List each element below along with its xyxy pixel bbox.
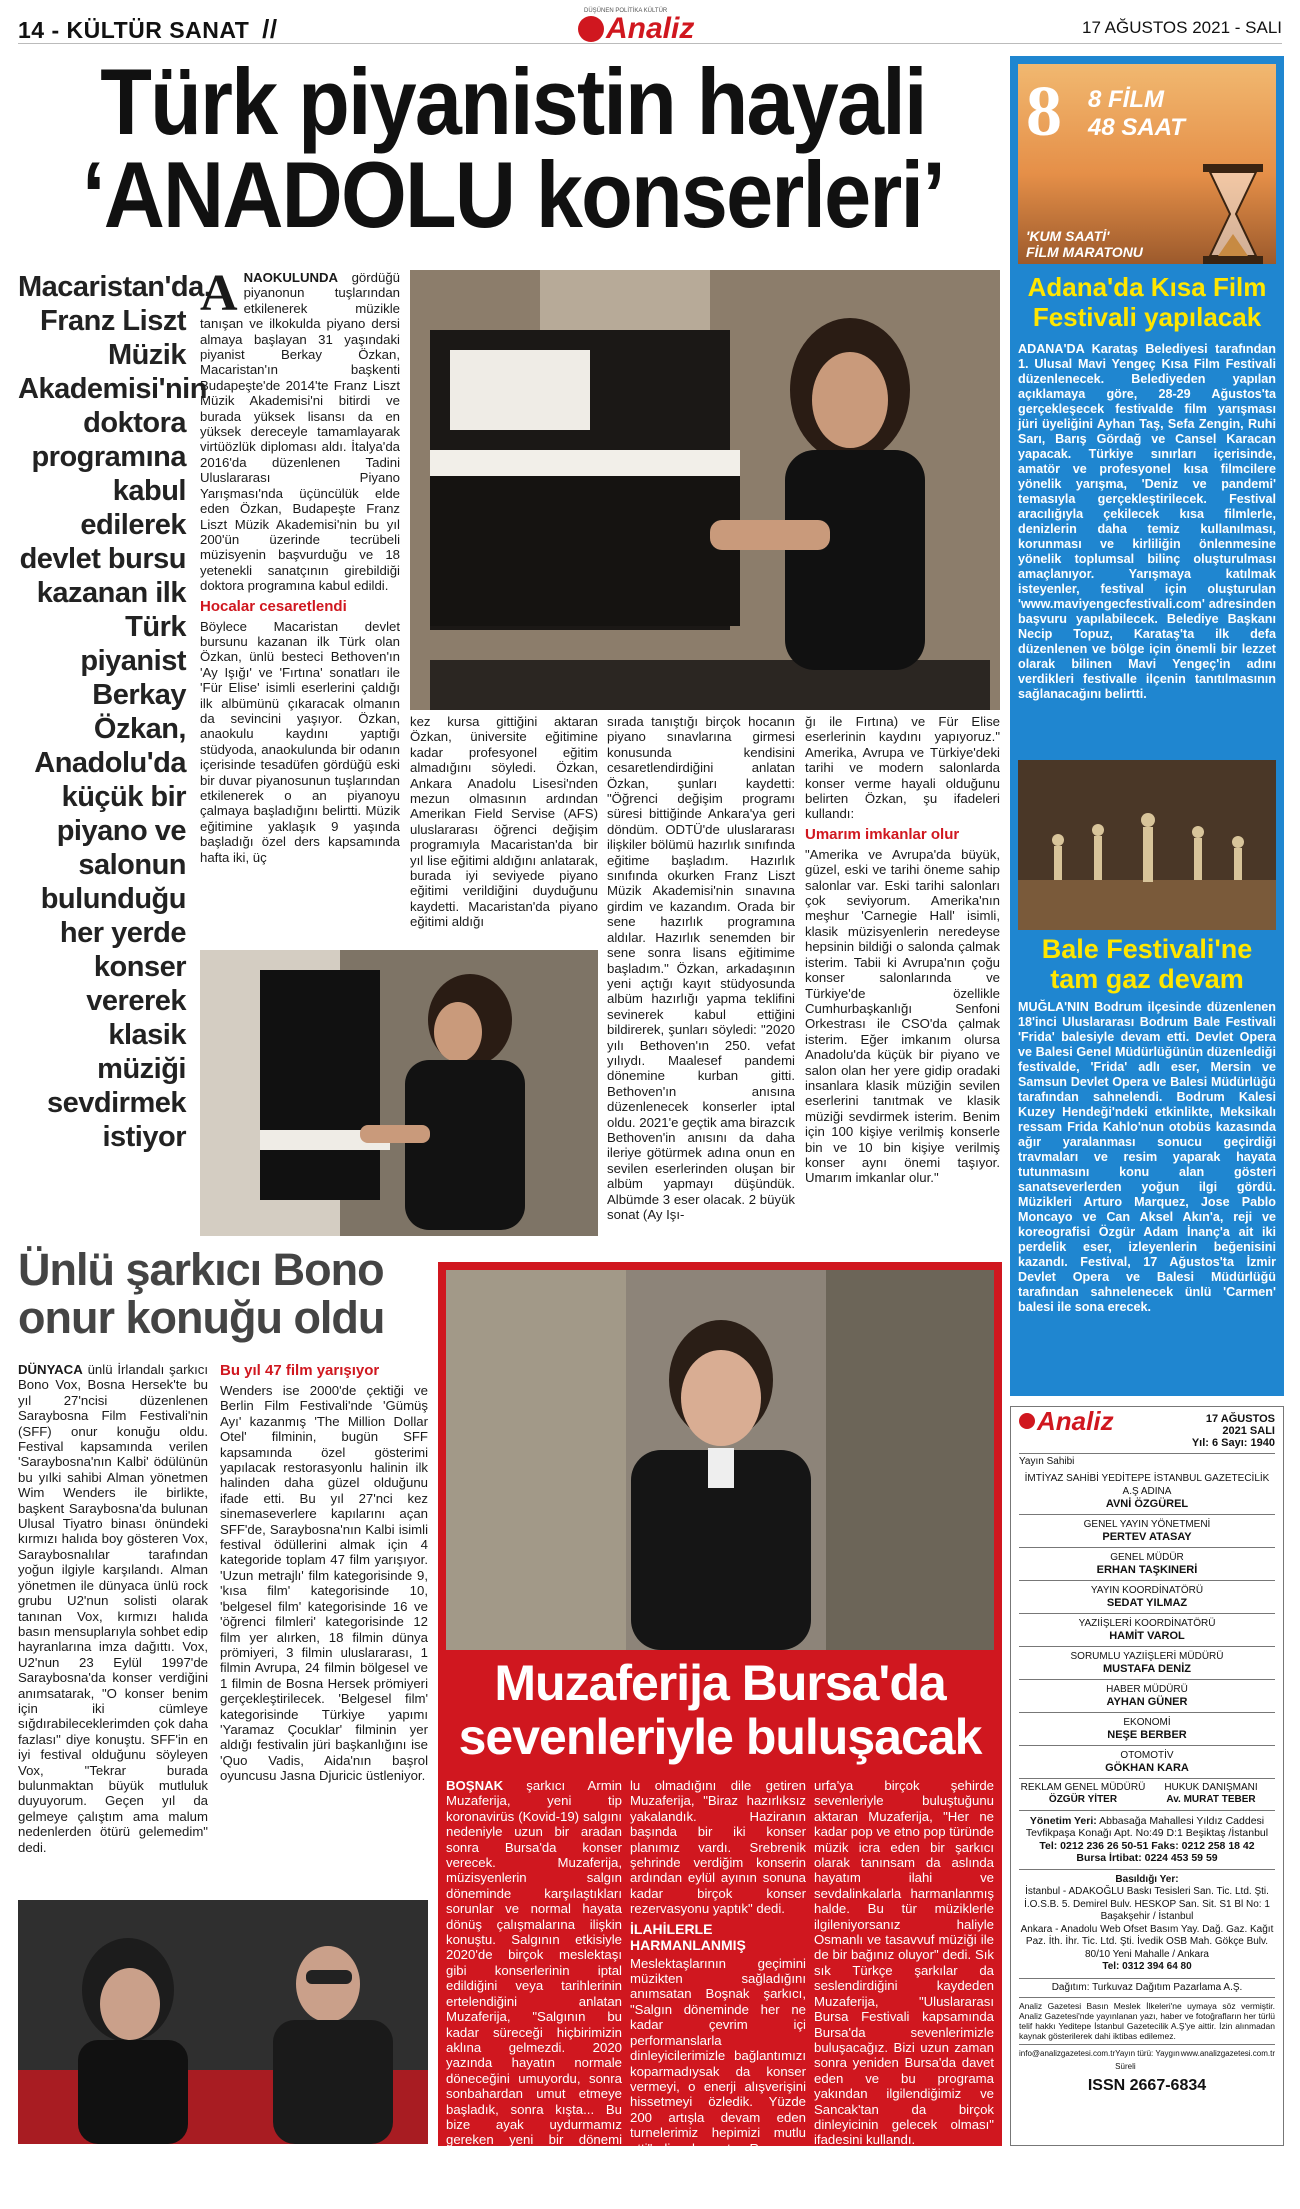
header-bar — [18, 10, 1282, 44]
subhead-hocalar: Hocalar cesaretlendi — [200, 597, 347, 615]
column-3-text: sırada tanıştığı birçok hocanın piyano sınavlarına girmesi konusunda kendisini cesaretlendirdiğini anlatan Özkan, şunları kaydetti: "Öğrenci değişim programı süresi bittiğinde Ankara'ya geri döndüm. ODTÜ'de uluslararası ilişkiler bölümü hazırlık sınıfında eğitime başladım. Hazırlık sınıfında okurken Franz Liszt Müzik Akademisi'nin sınavına girdim ve kazandım. Orada bir sene hazırlık programına aldılar. Hazırlık senemden bir sene sonra lisans eğitimime başladım." Özkan, arkadaşının yeni açtığı kayıt stüdyosunda albüm hazırlığı yapma teklifini sevinerek kabul ettiğini bildirerek, şunları söyledi: "2020 yılı Bethoven'ın 250. vefat yılıydı. Maalesef pandemi dönemine kurban gitti. Bethoven'ın anısına düzenlenecek konserler iptal oldu. 2021'e geçtik ama birazcık Bethoven'in anısını da daha ileriye götürmek adına onun en sevilen eserlerinden oluşan bir albüm yapmayı düşündük. Albümde 3 eser olacak. 2 büyük sonat (Ay Işı- — [607, 714, 795, 1222]
logo-text: Analiz — [606, 12, 695, 45]
section-name: KÜLTÜR SANAT — [66, 17, 250, 43]
promo-tag-2: FİLM MARATONU — [1026, 244, 1143, 260]
main-column-1 — [200, 265, 400, 950]
muzaferija-column-1-text: şarkıcı Armin Muzaferija, yeni tip koronavirüs (Kovid-19) salgını nedeniyle uzun bir aradan sonra Bursa'da konser verecek. Muzaferija, müzisyenlerin salgın döneminde karşılaştıkları sorunlar ve normal hayata dönüş çalışmalarına ilişkin konuştu. Salgının etkisiyle 2020'de birçok meslektaşı gibi konserlerinin iptal edildiğini veya tarihlerinin ertelendiğini anlatan Muzaferija, "Salgının bu kadar süreceği hiçbirimizin aklına gelmezdi. 2020 yazında hayatın normale döneceğini umuyordu, sonra sonbahardan umut etmeye başladık, sonra kışta... Bu bize ayak uydurmamız gereken yeni bir dönemi girdiğimizi gösterdi" ifadesini kullandı. Turnelerine bu yaz devam edebileceğinden pek umut- — [446, 1778, 622, 2209]
bono-subhead: Bu yıl 47 film yarışıyor — [220, 1362, 380, 1379]
masthead-staff-name: NEŞE BERBER — [1107, 1728, 1187, 1741]
masthead-print-phone: Tel: 0312 394 64 80 — [1102, 1961, 1192, 1972]
muzaferija-lead-word: BOŞNAK — [446, 1778, 504, 1793]
promo-line-1: 8 FİLM — [1088, 86, 1164, 113]
film-marathon-promo — [1018, 64, 1276, 264]
masthead-staff-row — [1019, 1548, 1275, 1581]
masthead-staff-name: SEDAT YILMAZ — [1106, 1596, 1188, 1609]
masthead-hukuk-role: HUKUK DANIŞMANI — [1164, 1781, 1258, 1793]
bono-lead-word: DÜNYACA — [18, 1362, 83, 1377]
masthead-legal-row — [1019, 1779, 1275, 1811]
logo-tagline: DÜŞÜNEN POLİTİKA KÜLTÜR — [584, 8, 668, 14]
drop-cap: A — [200, 265, 238, 322]
bono-column-1 — [18, 1362, 208, 1890]
masthead-website[interactable]: www.analizgazetesi.com.tr — [1180, 2049, 1275, 2058]
ballet-photo — [1018, 760, 1276, 930]
masthead-staff-role: YAYIN KOORDİNATÖRÜ — [1090, 1584, 1204, 1596]
masthead-staff-name: AYHAN GÜNER — [1106, 1695, 1188, 1708]
main-headline — [18, 49, 1008, 247]
masthead-email[interactable]: info@analizgazetesi.com.tr — [1019, 2049, 1116, 2058]
masthead-staff-name: HAMİT VAROL — [1109, 1629, 1185, 1642]
main-column-4 — [805, 714, 1000, 1234]
pianist-photo-side-illustration — [200, 950, 598, 1236]
headline-line-2: ‘ANADOLU konserleri’ — [82, 142, 944, 247]
masthead-logo-text: Analiz — [1037, 1405, 1114, 1436]
masthead-address — [1019, 1811, 1275, 1870]
masthead-staff-role: OTOMOTİV — [1120, 1749, 1174, 1761]
masthead-logo-mark-icon — [1019, 1413, 1035, 1429]
masthead-publication-type: Yayın türü: Yaygın Süreli — [1115, 2049, 1180, 2071]
masthead-phone: Tel: 0212 236 26 50-51 Faks: 0212 258 18 42 — [1039, 1839, 1255, 1852]
muzaferija-column-2-text-a: lu olmadığını dile getiren Muzaferija, "Biraz hazırlıksız yakalandık. Haziranın başında bir iki konser planımız vardı. Srebrenik şehrinde verdiğim konserin ardından eylül ayının sonuna kadar birçok konser rezervasyonu yaptık" dedi. — [630, 1778, 806, 1917]
masthead-staff-row — [1019, 1680, 1275, 1713]
masthead-hukuk-name: Av. MURAT TEBER — [1166, 1794, 1256, 1805]
header-date: 17 AĞUSTOS 2021 - SALI — [1081, 18, 1282, 37]
promo-number: 8 — [1026, 71, 1062, 151]
masthead-address-text: Abbasağa Mahallesi Yıldız Caddesi Tevfikpaşa Konağı Apt. No:49 D:1 Beşiktaş /İstanbul — [1025, 1814, 1269, 1839]
masthead-hukuk — [1147, 1782, 1275, 1807]
masthead-date-2: 2021 SALI — [1222, 1425, 1275, 1437]
bono-photo — [18, 1900, 428, 2144]
masthead-issn: ISSN 2667-6834 — [1087, 2077, 1207, 2094]
page-number: 14 — [18, 17, 45, 43]
column-1-text-a: gördüğü piyanonun tuşlarından etkilenerek müzikle tanışan ve ilkokulda piyano dersi almaya başlayan 31 yaşındaki piyanist Berkay Özkan, Macaristan'ın başkenti Budapeşte'de 2014'te Franz Liszt Müzik Akademisi'ni bitirdi ve burada yüksek lisansı da en yüksek dereceyle tamamlayarak virtüözlük diploması aldı. İtalya'da 2016'da düzenlenen Tadini Uluslararası Piyano Yarışması'nda üçüncülük elde eden Özkan, Budapeşte Franz Liszt Müzik Akademisi'nin bu yıl 200'ün üzerinde tecrübeli müzisyenin başvurduğu ve 18 yetenekli sanatçının girebildiği doktora programına kabul edildi. — [200, 270, 400, 594]
masthead-staff-row — [1019, 1515, 1275, 1548]
masthead-staff-role: GENEL MÜDÜR — [1110, 1551, 1184, 1563]
column-4-text-b: "Amerika ve Avrupa'da büyük, güzel, eski ve tarihi öneme sahip salonlar var. Eski tarihi salonları çok seviyorum. Amerika'nın meşhur 'Carnegie Hall' isimli, klasik müzisyenlerin neredeyse hepsinin bildiği o salonda çalmak isterim. Tabii ki Avrupa'nın çoğu konser salonlarında ve Türkiye'de özellikle Cumhurbaşkanlığı Senfoni Orkestrası ile CSO'da çalmak isterim. Eğer imkanım olursa Anadolu'da küçük bir piyano ve salon olan her yere gidip oradaki insanlara klasik müziğin sevilen eserlerini tanıtmak ve klasik müziği sevdirmek isterim. Benim için 100 kişiye verilmiş konserle bin ve 10 bin kişiye verilmiş konser aynı önemi taşıyor. Umarım imkanlar olur." — [805, 846, 1000, 1186]
masthead-staff-row — [1019, 1614, 1275, 1647]
masthead-top — [1019, 1405, 1275, 1454]
muzaferija-column-3-text: urfa'ya birçok şehirde sevenleriyle buluştuğunu aktaran Muzaferija, "Her ne kadar pop ve etno pop türünde müzik icra eden bir şarkıcı olarak tanınsam da aslında hayatım ilahi ve sevdalinkalarla harmanlanmış halde. Bu tür müziklerle ilgileniyorsanız haliyle Osmanlı ve tasavvuf müziği ile de bir bağınız oluyor" dedi. Sık sık Türkçe şarkılar da seslendirdiğini kaydeden Muzaferija, "Uluslararası Bursa Festivali kapsamında Bursa'da sevenlerimizle buluşacağız. Bizi uzun zaman sonra yeniden Bursa'da davet eden ve bu programa yakından ilgilendiğimiz ve Sancak'tan da birçok dinleyicinin gelecek olması" ifadesini kullandı. — [814, 1778, 994, 2148]
masthead-staff-name: GÖKHAN KARA — [1105, 1761, 1189, 1774]
masthead-staff-row — [1019, 1581, 1275, 1614]
masthead-address-label: Yönetim Yeri: — [1029, 1814, 1097, 1827]
muzaferija-column-2 — [630, 1778, 806, 2171]
masthead-staff-name: AVNİ ÖZGÜREL — [1105, 1497, 1189, 1510]
promo-line-2: 48 SAAT — [1088, 114, 1185, 141]
promo-tag-1: 'KUM SAATİ' — [1026, 228, 1110, 244]
masthead-staff-name: PERTEV ATASAY — [1102, 1530, 1192, 1543]
masthead-staff-list — [1019, 1469, 1275, 1779]
muzaferija-column-2-text-b: Meslektaşlarının geçimini müzikten sağladığını anımsatan Boşnak şarkıcı, "Salgın döneminde her ne kadar çevrim içi performanslarla dinleyicilerimizle bağlantımızı koparmadıysak da konser vermeyi, o enerji alışverişini hissetmeyi özledik. Yüzde 200 artışla devam eden turnelerimiz hepimizi mutlu etti" diye konuştu. Ramazan ayında İstanbul'dan Şanlı- — [630, 1955, 806, 2171]
bono-column-2 — [220, 1362, 428, 1890]
muzaferija-column-3 — [814, 1778, 994, 2148]
masthead-bursa: Bursa İrtibat: 0224 453 59 59 — [1076, 1852, 1218, 1864]
masthead-reklam-role: REKLAM GENEL MÜDÜRÜ — [1020, 1781, 1146, 1793]
column-4-text-a: ğı ile Fırtına) ve Für Elise eserlerinin kaydını yapıyoruz." Amerika, Avrupa ve Türkiye'deki tarihi ve modern salonlarda konser verme hayali olduğunu belirten Özkan, şu ifadeleri kullandı: — [805, 714, 1000, 822]
muzaferija-subhead: İLAHİLERLE HARMANLANMIŞ — [630, 1920, 746, 1953]
masthead-distribution: Dağıtım: Turkuvaz Dağıtım Pazarlama A.Ş. — [1019, 1979, 1275, 1999]
pianist-photo-main — [410, 270, 1000, 710]
masthead-staff-role: SORUMLU YAZIİŞLERİ MÜDÜRÜ — [1070, 1650, 1224, 1662]
masthead-staff-row — [1019, 1713, 1275, 1746]
muzaferija-photo-illustration — [446, 1270, 994, 1650]
muzaferija-headline-1: Muzaferija Bursa'da — [494, 1655, 946, 1711]
sidebar-body-1: ADANA'DA Karataş Belediyesi tarafından 1. Ulusal Mavi Yengeç Kısa Film Festivali düzenlenecek. Belediyeden yapılan açıklamaya göre, 28-29 Ağustos'ta gerçekleşecek festivalde film yarışması jüri üyeliğini Ayhan Taş, Sefa Zengin, Ruhi Sarı, Barış Gördağ ve Cansel Karacan yapacak. Türkiye sınırları içerisinde, amatör ve profesyonel kısa filmcilere yönelik yarışma, 'Deniz ve pandemi' temasıyla gerçekleştirilecek. Festival aracılığıyla çekilecek kısa filmlerle, denizlerin daha temiz kullanılması, korunması ve kirliliğin önlenmesine yönelik toplumsal bilinç oluşturulması amaçlanıyor. Yarışmaya katılmak isteyenler, festival için oluşturulan 'www.maviyengecfestivali.com' adresinden başvuru yapılabilecek. Belediye Başkanı Necip Topuz, Karataş'ta ilk defa düzenlenen ve bölge için önemli bir lezzet olarak bilinen Mavi Yengeç'in adını verdikleri festivalle ilçenin tanıtılmasının sağlanacağını belirtti. — [1018, 342, 1276, 701]
masthead-reklam — [1019, 1782, 1147, 1807]
masthead-staff-name: MUSTAFA DENİZ — [1103, 1662, 1191, 1675]
masthead-staff-role: GENEL YAYIN YÖNETMENİ — [1083, 1518, 1211, 1530]
masthead-print-label: Basıldığı Yer: — [1115, 1873, 1179, 1885]
masthead-date-1: 17 AĞUSTOS — [1205, 1413, 1275, 1425]
masthead-staff-name: ERHAN TAŞKINERİ — [1096, 1563, 1198, 1576]
hourglass-icon — [1198, 164, 1268, 264]
masthead-staff-role: EKONOMİ — [1123, 1716, 1171, 1728]
muzaferija-headline-2: sevenleriyle buluşacak — [458, 1709, 982, 1765]
headline-line-1: Türk piyanistin hayali — [100, 49, 926, 154]
header-logo — [578, 8, 748, 44]
masthead-print-1: İstanbul - ADAKOĞLU Baskı Tesisleri San. Tic. Ltd. Şti. İ.O.S.B. 5. Demirel Bulv. HESKOP San. Sit. S1 Bl No: 1 Başakşehir / İstanbul — [1024, 1886, 1270, 1922]
masthead-print-2: Ankara - Anadolu Web Ofset Basım Yay. Dağ. Gaz. Kağıt Paz. İth. İhr. Tic. Ltd. Şti. İvedik OSB Mah. Gökçe Bulv. 80/10 Yeni Mahalle / Ankara — [1020, 1923, 1274, 1960]
section-label: 14 - KÜLTÜR SANAT // — [18, 14, 278, 44]
main-column-2 — [410, 714, 598, 944]
masthead-issue-info — [1192, 1413, 1275, 1449]
masthead-reklam-name: ÖZGÜR YİTER — [1048, 1794, 1118, 1805]
masthead-legal-notice: Analiz Gazetesi Basın Meslek İlkeleri'ne uymaya söz vermiştir. Analiz Gazetesi'nde yayınlanan yazı, haber ve fotoğrafların her türlü telif hakkı Yeditepe İstanbul Gazetecilik A.Ş'ye aittir. İzin alınmadan kaynak gösterilerek dahi iktibas edilemez. — [1019, 1998, 1275, 2045]
masthead-contacts — [1019, 2045, 1275, 2076]
sidebar-headline-2: Bale Festivali'ne tam gaz devam — [1041, 934, 1253, 994]
masthead-owner-label: Yayın Sahibi — [1019, 1456, 1075, 1467]
main-column-3 — [607, 714, 795, 1234]
bono-column-2-text: Wenders ise 2000'de çektiği ve Berlin Film Festivali'nde 'Gümüş Ayı' kazanmış 'The Million Dollar Otel' filminin, bugün SFF kapsamında özel gösterimi yapılacak restorasyonlu halinin ilk halinden daha güzel olduğunu ifade etti. Bu yıl 27'nci kez sinemaseverlere kapılarını açan SFF'de, Saraybosna'nın Kalbi isimli festival ödüllerini almak için 4 kategoride toplam 47 film yarışıyor. 'Uzun metrajlı' film kategorisinde 9, 'kısa film' kategorisinde 10, 'belgesel film' kategorisinde 16 ve 'öğrenci filmleri' kategorisinde 12 film yer alırken, 18 filmin dünya prömiyeri, 3 filmin uluslararası, 1 filmin Avrupa, 24 filmin bölgesel ve 1 filmin de Bosna Hersek prömiyeri gerçekleştirilecek. 'Belgesel film' kategorisinde Türkiye yapımı 'Yaramaz Çocuklar' filminin yer aldığı festivalin jüri başkanlığını ise 'Quo Vadis, Aida'nın başrol oyuncusu Jasna Djuricic üstleniyor. — [220, 1383, 428, 1784]
pianist-photo-illustration — [410, 270, 1000, 710]
masthead-staff-role: HABER MÜDÜRÜ — [1106, 1683, 1188, 1695]
subhead-umarim: Umarım imkanlar olur — [805, 825, 960, 843]
masthead-staff-row — [1019, 1647, 1275, 1680]
muzaferija-photo — [446, 1270, 994, 1650]
sidebar-headline-1: Adana'da Kısa Film Festivali yapılacak — [1027, 272, 1267, 332]
logo-mark-icon — [578, 16, 604, 42]
masthead-staff-row — [1019, 1469, 1275, 1515]
main-spot: Macaristan'da, Franz Liszt Müzik Akademisi'nin doktora programına kabul edilerek devlet bursu kazanan ilk Türk piyanist Berkay Özkan, Anadolu'da küçük bir piyano ve salonun bulunduğu her yerde konser vererek klasik müziği sevdirmek istiyor — [18, 271, 212, 1153]
lead-word: NAOKULUNDA — [243, 270, 339, 285]
ballet-photo-illustration — [1018, 760, 1276, 930]
masthead-staff-role: YAZIİŞLERİ KOORDİNATÖRÜ — [1078, 1617, 1216, 1629]
bono-column-1-text: ünlü İrlandalı şarkıcı Bono Vox, Bosna Hersek'te bu yıl 27'ncisi düzenlenen Saraybosna Film Festivali'nin (SFF) onur konuğu oldu. Festival kapsamında verilen 'Saraybosna'nın Kalbi' ödülünün bu yılki sahibi Alman yönetmen Wim Wenders ile birlikte, başkent Saraybosna'da bulunan Ulusal Tiyatro binası önündeki kırmızı halıda boy gösteren Vox, Saraybosnalılar tarafından yoğun ilgiyle karşılandı. Alman yönetmen ile dünyaca ünlü rock grubu U2'nun solisti olarak tanınan Vox, kırmızı halıda basın mensuplarıyla sohbet edip hayranlarına imza dağıttı. Vox, U2'nun 23 Eylül 1997'de Saraybosna'da konser verdiğini anımsatarak, "O konser benim için iki cümleye sığdırabileceklerimden çok daha fazlası" diye konuştu. SFF'in en iyi festival olduğunu söyleyen Vox, "Tekrar burada bulunmaktan büyük mutluluk duyuyorum. Geçen yıl da gelmeye çalıştım ama malum nedenlerden ötürü gelemedim" dedi. — [18, 1362, 208, 1855]
muzaferija-headline — [446, 1656, 994, 1764]
column-1-text-b: Böylece Macaristan devlet bursunu kazanan ilk Türk olan Özkan, ünlü besteci Bethoven'ın 'Ay Işığı' ve 'Fırtına' sonatları ile 'Für Elise' isimli eserlerini çaldığı ilk albümünü çıkaracak olmanın da sevincini yaşıyor. Özkan, anaokulu kaydını yaptığı stüdyoda, anaokulunda bir odanın içerisinde tesadüfen gördüğü eski bir duvar piyanosunun tuşlarından etkilenerek o an piyanoyu çalmaya başladığını belirtti. Müzik eğitimine yaklaşık 9 yaşında başladığı özel ders kapsamında hafta iki, üç — [200, 618, 400, 865]
masthead-staff-role: İMTİYAZ SAHİBİ YEDİTEPE İSTANBUL GAZETECİLİK A.Ş ADINA — [1024, 1472, 1270, 1497]
column-2-text: kez kursa gittiğini aktaran Özkan, üniversite eğitimine kadar profesyonel eğitim almadığını söyledi. Özkan, Ankara Anadolu Lisesi'nden mezun olmasının ardından Amerikan Field Servise (AFS) uluslararası öğrenci değişim programıyla Macaristan'da bir yıl lise eğitimi aldığını anlatarak, burada iyi seviyede piyano eğitimi verildiğini duyduğunu kaydetti. Macaristan'da piyano eğitimi aldığı — [410, 714, 598, 930]
bono-headline: Ünlü şarkıcı Bono onur konuğu oldu — [18, 1244, 385, 1343]
sidebar-body-2: MUĞLA'NIN Bodrum ilçesinde düzenlenen 18'inci Uluslararası Bodrum Bale Festivali 'Frida' balesiyle devam etti. Devlet Opera ve Balesi Genel Müdürlüğünün düzenlediği festivalde, 'Frida' adlı eser, Mersin ve Samsun Devlet Opera ve Balesi Müdürlüğü tarafından sahnelendi. Bodrum Kalesi Kuzey Hendeği'ndeki etkinlikte, Meksikalı ressam Frida Kahlo'nun otobüs kazasında ağır yaralanması sonucu geçirdiği travmaları ve resim yaparak hayata tutunmasını konu alan gösteri sanatseverlerden yoğun ilgi gördü. Müzikleri Arturo Marquez, Jose Pablo Moncayo ve Can Aksel Akın'a, reji ve koreografisi Özgür Adam İnanç'a ait iki perdelik eser, izleyenlerin beğenisini kazandı. Festival, 17 Ağustos'ta İzmir Devlet Opera ve Balesi Müdürlüğü tarafından sahnelenecek ünlü 'Carmen' balesi ile sona erecek. — [1018, 1000, 1276, 1314]
masthead — [1010, 1406, 1284, 2146]
masthead-issue: Yıl: 6 Sayı: 1940 — [1191, 1437, 1275, 1449]
masthead-logo — [1019, 1405, 1114, 1436]
pianist-photo-side — [200, 950, 598, 1236]
masthead-printing — [1019, 1870, 1275, 1979]
masthead-staff-row — [1019, 1746, 1275, 1779]
bono-photo-illustration — [18, 1900, 428, 2144]
muzaferija-column-1 — [446, 1778, 622, 2209]
